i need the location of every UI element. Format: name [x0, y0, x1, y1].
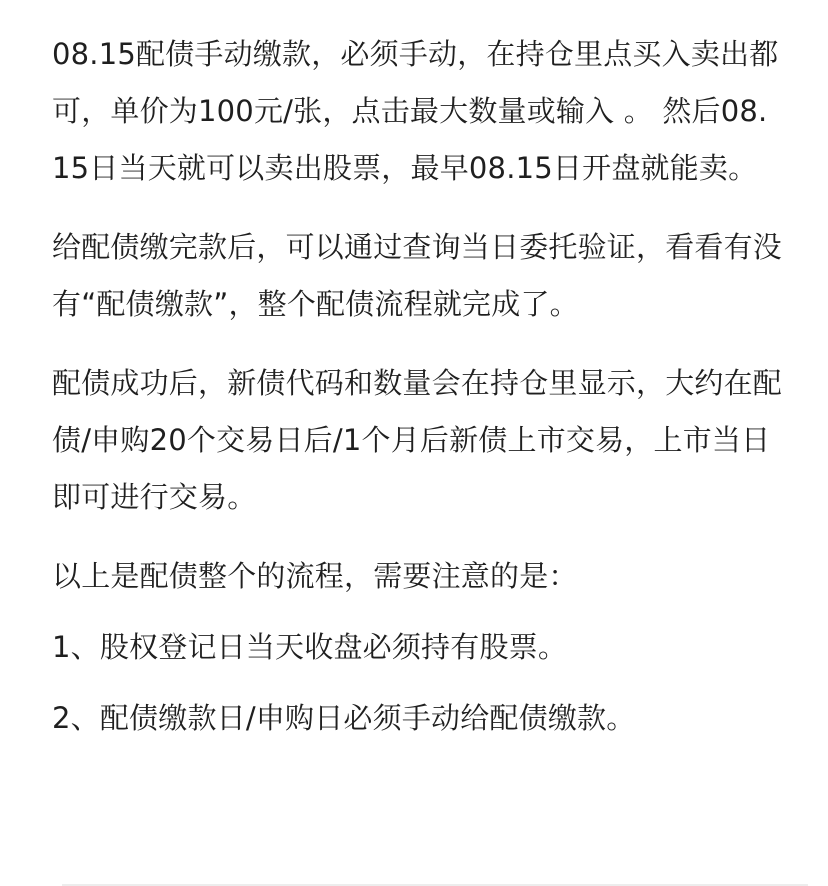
paragraph-note-2: 2、配债缴款日/申购日必须手动给配债缴款。	[52, 701, 636, 735]
paragraph-listing-info: 配债成功后，新债代码和数量会在持仓里显示，大约在配债/申购20个交易日后/1个月后新债上市交易，上市当日即可进行交易。	[52, 366, 783, 514]
article-body	[52, 26, 782, 761]
paragraph-verification: 给配债缴完款后，可以通过查询当日委托验证，看看有没有“配债缴款”，整个配债流程就完成了。	[52, 230, 783, 321]
paragraph-payment-instructions: 08.15配债手动缴款，必须手动，在持仓里点买入卖出都可，单价为100元/张，点击最大数量或输入 。 然后08.15日当天就可以卖出股票，最早08.15日开盘就能卖。	[52, 37, 779, 185]
paragraph-notice-intro: 以上是配债整个的流程，需要注意的是：	[52, 559, 578, 593]
paragraph-note-1: 1、股权登记日当天收盘必须持有股票。	[52, 630, 568, 664]
